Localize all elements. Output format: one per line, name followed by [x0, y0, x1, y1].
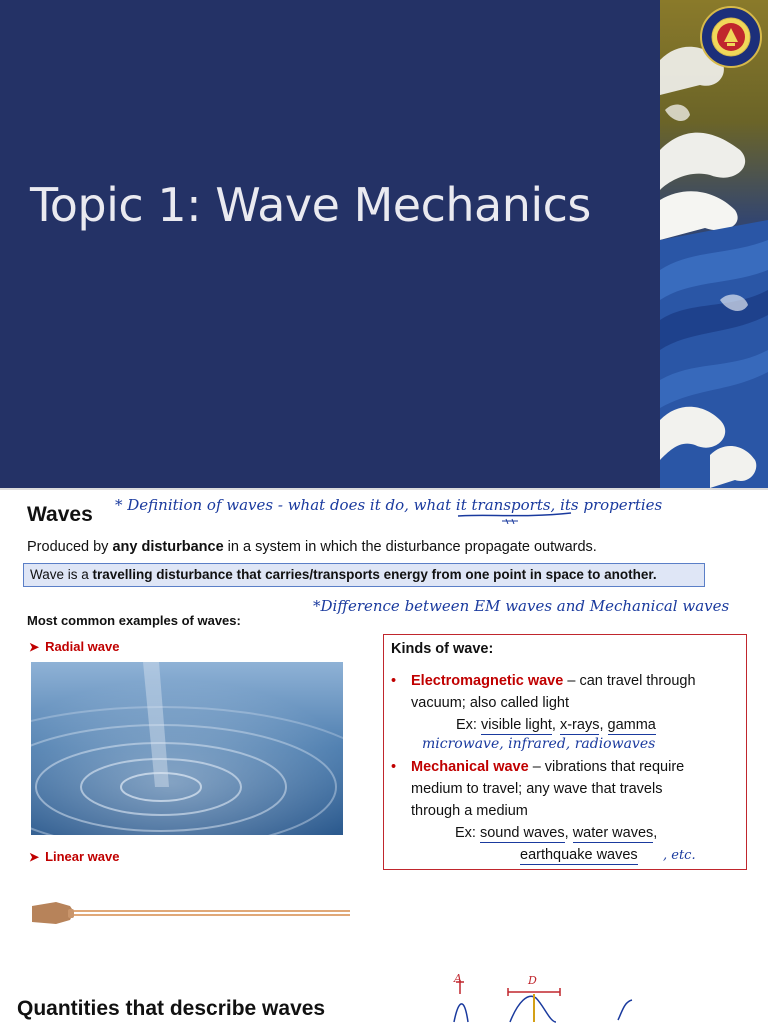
waves-heading: Waves — [27, 503, 93, 526]
mechanical-wave-item: • Mechanical wave – vibrations that require — [391, 759, 685, 775]
handwritten-wave-sketch — [440, 972, 640, 1024]
wave-artwork — [660, 0, 768, 488]
seal-year — [0, 0, 1, 1]
em-wave-examples: Ex: visible light, x-rays, gamma — [456, 717, 656, 733]
example-radial-wave: ➤ Radial wave — [29, 639, 120, 654]
examples-title: Most common examples of waves: — [27, 613, 241, 628]
wave-production-text: Produced by any disturbance in a system in which the disturbance propagate outwards. — [27, 539, 597, 555]
mechanical-wave-desc-line3: through a medium — [411, 803, 528, 819]
sketch-label-d: D — [528, 974, 537, 987]
mechanical-wave-examples-line2: earthquake waves — [520, 847, 638, 863]
handwritten-em-examples: microwave, infrared, radiowaves — [422, 736, 656, 752]
em-wave-desc: vacuum; also called light — [411, 695, 569, 711]
mechanical-wave-desc-line2: medium to travel; any wave that travels — [411, 781, 663, 797]
handwritten-note-difference: *Difference between EM waves and Mechanical waves — [313, 597, 730, 615]
handwritten-note-definition: * Definition of waves - what does it do, what it transports, its properties — [115, 496, 663, 514]
handwritten-etc: , etc. — [663, 848, 696, 863]
quantities-heading: Quantities that describe waves — [17, 997, 326, 1020]
wave-definition-box: Wave is a travelling disturbance that carries/transports energy from one point in space to another. — [23, 563, 705, 587]
handwritten-underline — [456, 510, 576, 524]
kinds-of-wave-box — [383, 634, 747, 870]
slide-title: Topic 1: Wave Mechanics — [30, 178, 591, 232]
arrow-bullet-icon: ➤ — [29, 850, 40, 864]
arrow-bullet-icon: ➤ — [29, 640, 40, 654]
kinds-title: Kinds of wave: — [391, 641, 494, 657]
linear-wave-rope-image — [30, 896, 352, 930]
university-seal-logo — [700, 6, 762, 68]
bullet-dot-icon: • — [391, 759, 397, 775]
bullet-dot-icon: • — [391, 673, 397, 689]
title-slide — [0, 0, 768, 488]
mechanical-wave-examples: Ex: sound waves, water waves, — [455, 825, 658, 841]
sketch-label-a: A — [454, 972, 462, 985]
radial-wave-photo — [31, 662, 343, 835]
em-wave-item: • Electromagnetic wave – can travel through — [391, 673, 696, 689]
slide-divider — [0, 488, 768, 490]
example-linear-wave: ➤ Linear wave — [29, 849, 120, 864]
